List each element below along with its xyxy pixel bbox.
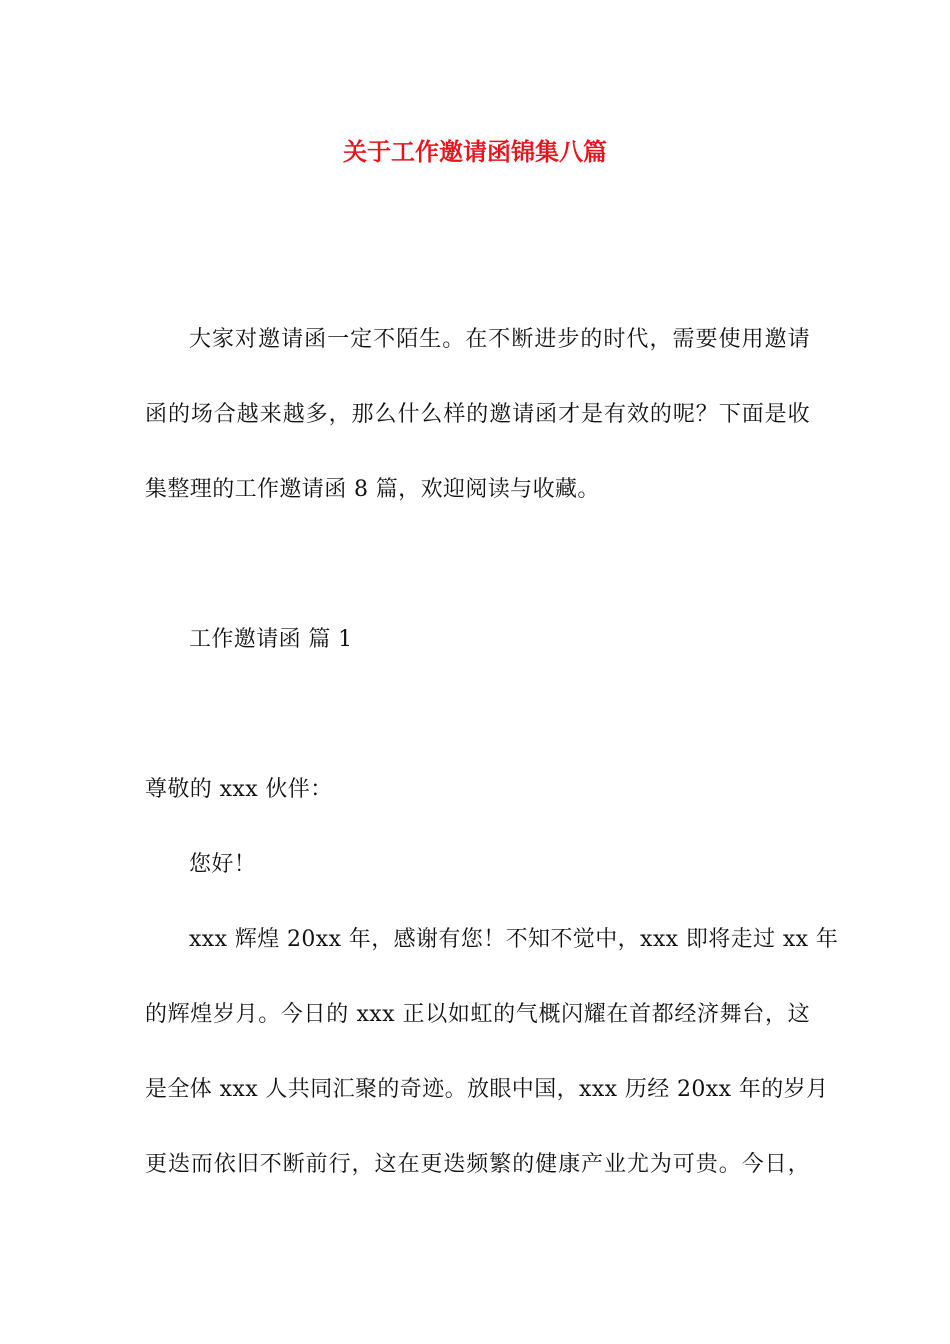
- intro-line-2: 函的场合越来越多，那么什么样的邀请函才是有效的呢？下面是收: [145, 402, 810, 427]
- intro-line-3: 集整理的工作邀请函 8 篇，欢迎阅读与收藏。: [145, 477, 600, 502]
- document-title: 关于工作邀请函锦集八篇: [343, 137, 607, 166]
- intro-line-1: 大家对邀请函一定不陌生。在不断进步的时代，需要使用邀请: [189, 327, 810, 352]
- body-line-3: 是全体 xxx 人共同汇聚的奇迹。放眼中国，xxx 历经 20xx 年的岁月: [145, 1077, 829, 1102]
- greeting: 您好！: [189, 852, 257, 877]
- body-line-4: 更迭而依旧不断前行，这在更迭频繁的健康产业尤为可贵。今日，: [145, 1152, 810, 1177]
- salutation: 尊敬的 xxx 伙伴：: [145, 777, 333, 802]
- body-line-2: 的辉煌岁月。今日的 xxx 正以如虹的气概闪耀在首都经济舞台，这: [145, 1002, 810, 1027]
- section-heading: 工作邀请函 篇 1: [189, 627, 353, 652]
- body-line-1: xxx 辉煌 20xx 年，感谢有您！不知不觉中，xxx 即将走过 xx 年: [189, 927, 839, 952]
